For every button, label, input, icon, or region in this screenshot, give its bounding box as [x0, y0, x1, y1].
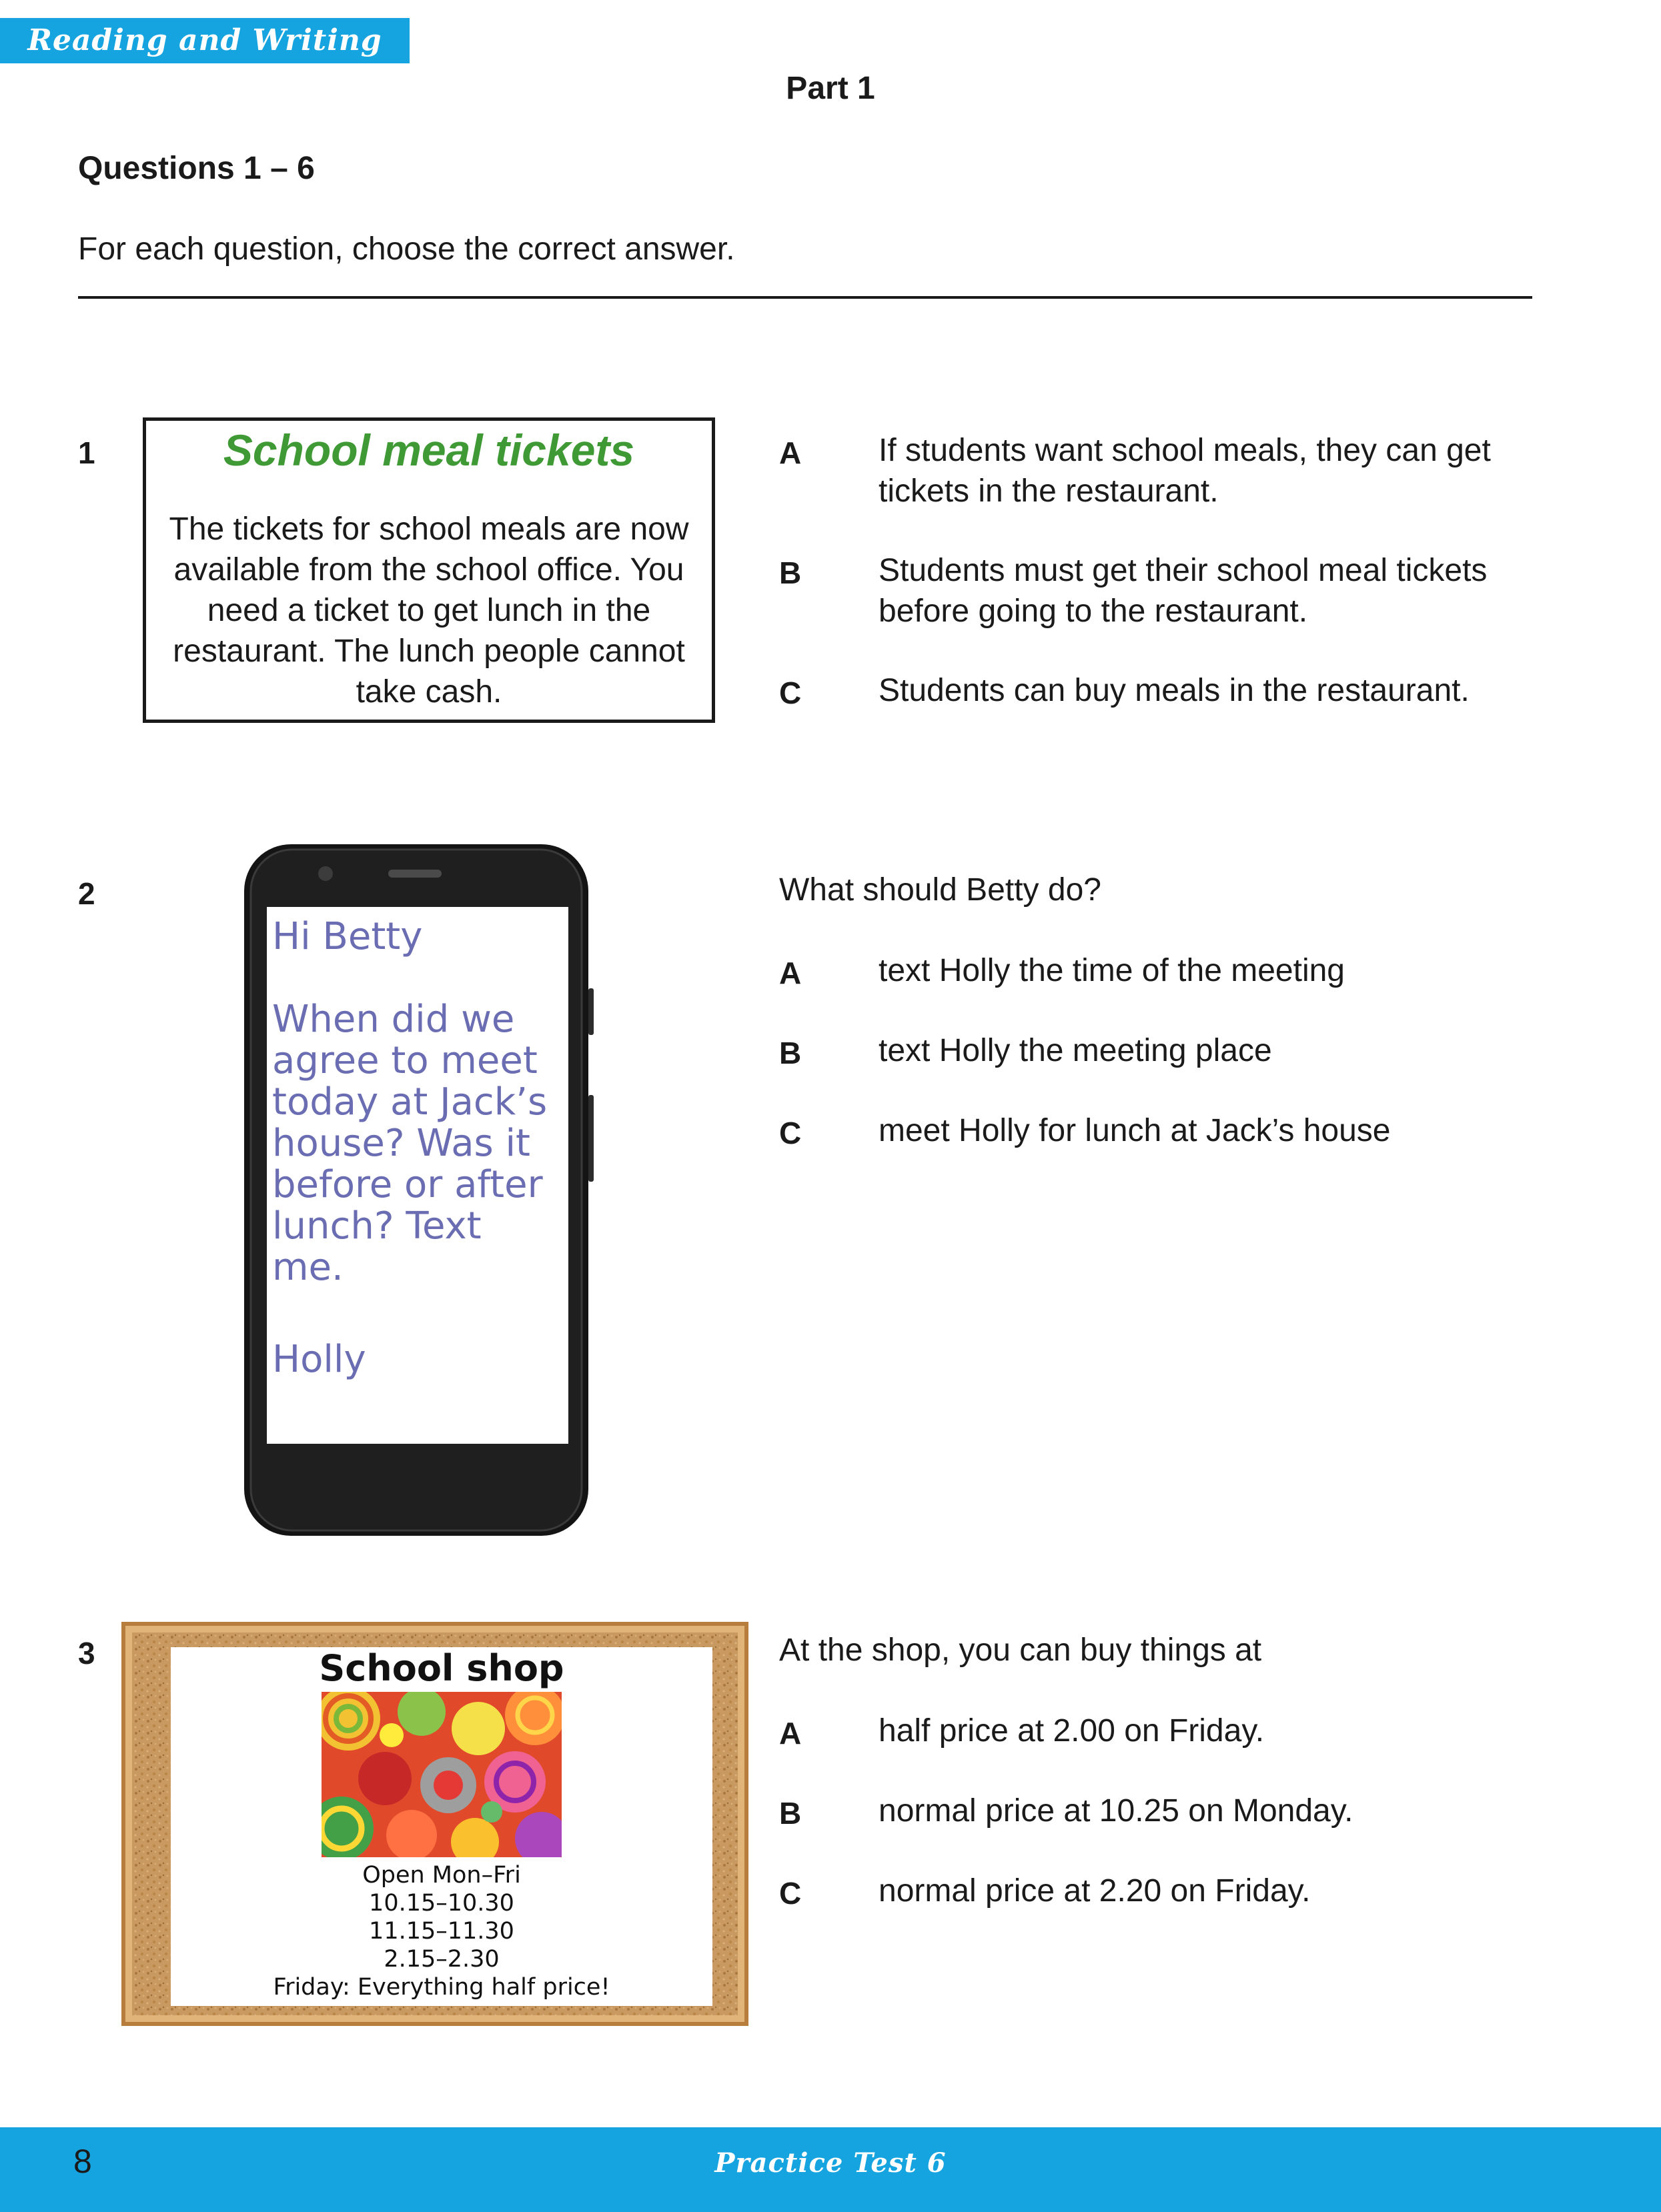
message-line: before or after — [272, 1163, 543, 1206]
sweets-photo — [322, 1692, 562, 1857]
shop-sign-title: School shop — [319, 1647, 564, 1689]
q3-option-a-letter[interactable]: A — [779, 1716, 802, 1751]
shop-sign-line: 10.15–10.30 — [369, 1890, 514, 1917]
questions-range: Questions 1 – 6 — [78, 151, 315, 186]
message-line: lunch? Text — [272, 1204, 482, 1248]
message-line: When did we — [272, 998, 515, 1041]
q2-option-b-letter[interactable]: B — [779, 1036, 802, 1070]
shop-sign — [171, 1647, 712, 2006]
notice-title: School meal tickets — [223, 425, 635, 475]
message-signature: Holly — [272, 1338, 366, 1381]
q2-option-a[interactable]: text Holly the time of the meeting — [879, 953, 1345, 988]
instruction: For each question, choose the correct answer. — [78, 231, 735, 267]
question-number-3: 3 — [78, 1636, 95, 1671]
shop-sign-info — [171, 1861, 712, 2001]
q2-option-c[interactable]: meet Holly for lunch at Jack’s house — [879, 1113, 1391, 1148]
q2-option-a-letter[interactable]: A — [779, 956, 802, 990]
section-tab: Reading and Writing — [0, 18, 410, 63]
q1-option-c[interactable]: Students can buy meals in the restaurant. — [879, 673, 1470, 708]
part-title: Part 1 — [786, 71, 875, 106]
page-number: 8 — [73, 2143, 92, 2180]
shop-sign-line: Open Mon–Fri — [362, 1862, 521, 1889]
message-line: house? Was it — [272, 1122, 530, 1165]
q2-option-c-letter[interactable]: C — [779, 1116, 802, 1150]
notice-school-meal-tickets — [143, 417, 715, 723]
message-greeting: Hi Betty — [272, 915, 423, 958]
footer-label: Practice Test 6 — [714, 2147, 947, 2179]
question-number-1: 1 — [78, 435, 95, 470]
q2-option-b[interactable]: text Holly the meeting place — [879, 1033, 1272, 1068]
shop-sign-line: 2.15–2.30 — [384, 1946, 500, 1973]
q1-option-a[interactable]: If students want school meals, they can get tickets in the restaurant. — [879, 433, 1491, 509]
phone-screen — [267, 907, 568, 1444]
message-line: me. — [272, 1246, 344, 1289]
speaker-grille — [388, 870, 442, 878]
q2-stem: What should Betty do? — [779, 872, 1101, 908]
shop-sign-line: 11.15–11.30 — [369, 1918, 514, 1945]
q1-option-a-letter[interactable]: A — [779, 435, 802, 470]
message-line: today at Jack’s — [272, 1080, 548, 1124]
q1-option-b[interactable]: Students must get their school meal tickets before going to the restaurant. — [879, 553, 1488, 629]
divider — [78, 296, 1532, 299]
shop-sign-line: Friday: Everything half price! — [273, 1974, 610, 2001]
q3-option-c[interactable]: normal price at 2.20 on Friday. — [879, 1873, 1311, 1909]
camera-icon — [318, 866, 333, 881]
q3-option-b[interactable]: normal price at 10.25 on Monday. — [879, 1793, 1353, 1829]
q1-option-c-letter[interactable]: C — [779, 676, 802, 710]
message-line: agree to meet — [272, 1039, 538, 1082]
notice-body: The tickets for school meals are now available from the school office. You need a ticket to get lunch in the restaurant. The lunch people cannot take cash. — [169, 511, 689, 710]
q3-stem: At the shop, you can buy things at — [779, 1632, 1262, 1668]
q3-option-a[interactable]: half price at 2.00 on Friday. — [879, 1713, 1265, 1749]
q3-option-b-letter[interactable]: B — [779, 1796, 802, 1831]
q1-option-b-letter[interactable]: B — [779, 556, 802, 590]
q3-option-c-letter[interactable]: C — [779, 1876, 802, 1911]
question-number-2: 2 — [78, 876, 95, 911]
